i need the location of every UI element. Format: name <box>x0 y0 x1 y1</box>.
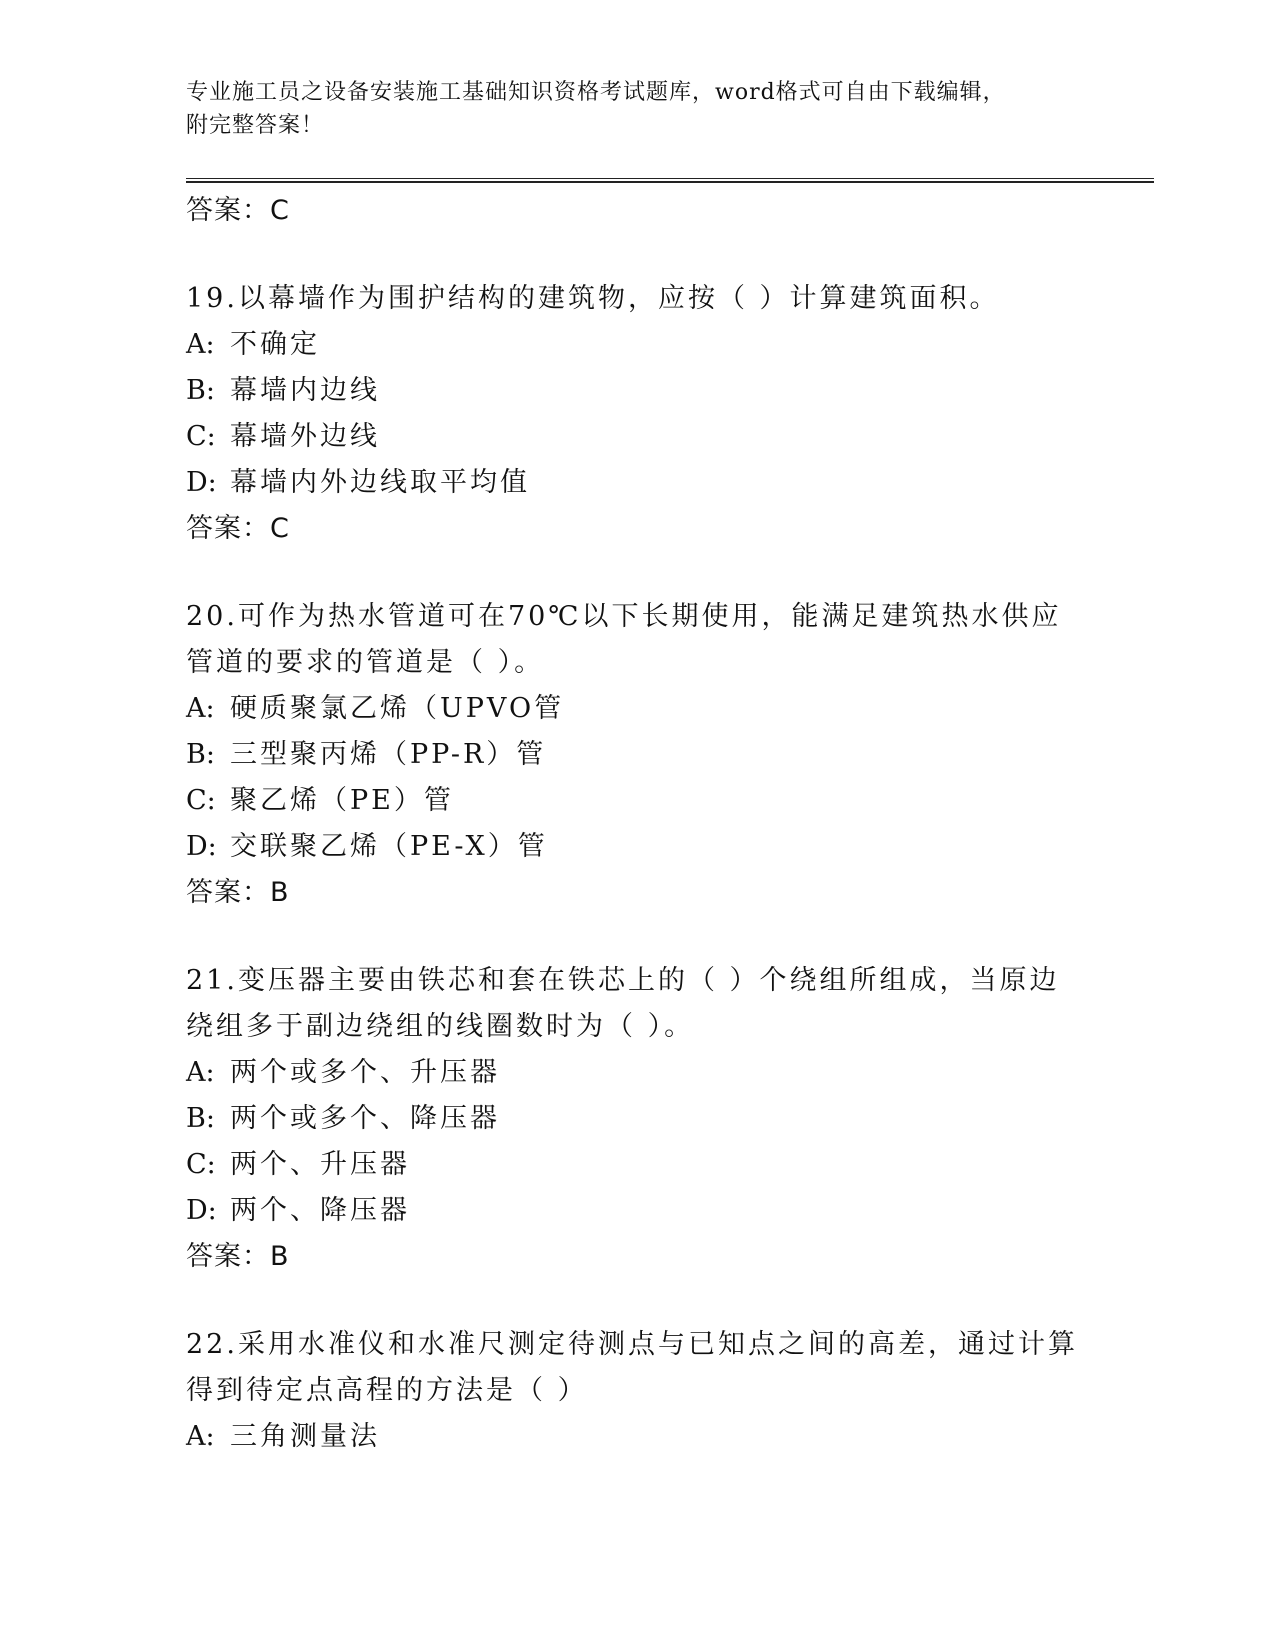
option-letter: A: <box>186 329 215 360</box>
option-d <box>186 824 1156 870</box>
header-divider <box>186 178 1154 183</box>
question-stem: 22.采用水准仪和水准尺测定待测点与已知点之间的高差，通过计算得到待定点高程的方法是（ ） <box>186 1329 1078 1406</box>
option-text: 幕墙外边线 <box>230 421 380 452</box>
answer-line: 答案：C <box>186 195 290 226</box>
option-letter: B: <box>186 739 215 770</box>
option-a <box>186 322 1156 368</box>
question-stem: 20.可作为热水管道可在70℃以下长期使用，能满足建筑热水供应管道的要求的管道是（ ）。 <box>186 601 1062 678</box>
header-line-2: 附完整答案！ <box>186 113 325 138</box>
option-letter: C: <box>186 1149 216 1180</box>
option-letter: B: <box>186 375 215 406</box>
option-letter: A: <box>186 1421 215 1452</box>
option-b <box>186 368 1156 414</box>
option-text: 不确定 <box>230 329 320 360</box>
option-text: 两个或多个、升压器 <box>230 1057 500 1088</box>
option-letter: C: <box>186 421 216 452</box>
option-d <box>186 1188 1156 1234</box>
option-a <box>186 1050 1156 1096</box>
option-a <box>186 1414 1156 1460</box>
option-letter: B: <box>186 1103 215 1134</box>
option-d <box>186 460 1156 506</box>
option-text: 幕墙内外边线取平均值 <box>230 467 530 498</box>
option-letter: D: <box>186 1195 217 1226</box>
question-item <box>186 1322 1156 1460</box>
option-c <box>186 778 1156 824</box>
document-page <box>186 0 1156 1650</box>
option-text: 三型聚丙烯（PP-R）管 <box>230 739 547 770</box>
question-list <box>186 188 1156 1460</box>
question-item <box>186 594 1156 916</box>
option-b <box>186 1096 1156 1142</box>
option-text: 两个、降压器 <box>230 1195 410 1226</box>
option-text: 两个、升压器 <box>230 1149 410 1180</box>
answer-line: 答案：C <box>186 513 290 544</box>
option-text: 硬质聚氯乙烯（UPVO管 <box>230 693 565 724</box>
document-header <box>186 76 1086 142</box>
question-stem: 21.变压器主要由铁芯和套在铁芯上的（ ）个绕组所组成，当原边绕组多于副边绕组的线圈数时为（ ）。 <box>186 965 1060 1042</box>
option-letter: D: <box>186 467 217 498</box>
option-text: 两个或多个、降压器 <box>230 1103 500 1134</box>
option-letter: D: <box>186 831 217 862</box>
option-letter: C: <box>186 785 216 816</box>
question-item <box>186 958 1156 1280</box>
question-item <box>186 276 1156 552</box>
option-letter: A: <box>186 693 215 724</box>
option-text: 三角测量法 <box>230 1421 380 1452</box>
option-c <box>186 414 1156 460</box>
option-b <box>186 732 1156 778</box>
answer-line: 答案：B <box>186 877 290 908</box>
header-line-1: 专业施工员之设备安装施工基础知识资格考试题库，word格式可自由下载编辑， <box>186 80 1006 105</box>
option-text: 幕墙内边线 <box>230 375 380 406</box>
option-c <box>186 1142 1156 1188</box>
option-text: 聚乙烯（PE）管 <box>230 785 454 816</box>
answer-line: 答案：B <box>186 1241 290 1272</box>
option-text: 交联聚乙烯（PE-X）管 <box>230 831 548 862</box>
option-letter: A: <box>186 1057 215 1088</box>
option-a <box>186 686 1156 732</box>
question-stem: 19.以幕墙作为围护结构的建筑物，应按（ ）计算建筑面积。 <box>186 283 1000 314</box>
